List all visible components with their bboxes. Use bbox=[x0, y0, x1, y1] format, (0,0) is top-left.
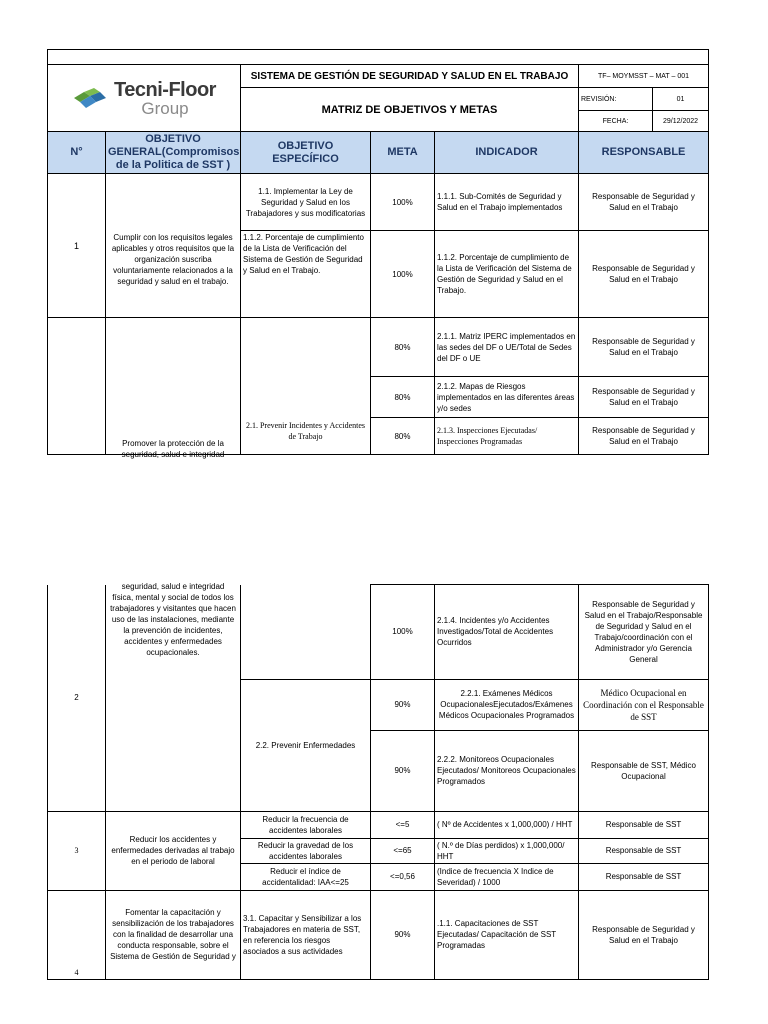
row-2-number-cell bbox=[48, 318, 106, 455]
row-2-general-objective-cont bbox=[106, 581, 241, 812]
row-3-goal-1: <=5 bbox=[371, 811, 435, 838]
row-2-general-text-cut-top: seguridad, salud e integridad bbox=[121, 581, 225, 591]
row-2-goal-6: 90% bbox=[371, 730, 435, 811]
row-3-responsible-1: Responsable de SST bbox=[579, 811, 709, 838]
row-2-general-objective-start bbox=[106, 318, 241, 459]
matrix-title: MATRIZ DE OBJETIVOS Y METAS bbox=[241, 88, 579, 132]
column-header-specific-objective: OBJETIVO ESPECÍFICO bbox=[241, 132, 371, 174]
row-1-responsible-1: Responsable de Seguridad y Salud en el Trabajo bbox=[579, 174, 709, 231]
column-header-general-objective: OBJETIVO GENERAL(Compromisos de la Politica de SST ) bbox=[106, 132, 241, 174]
row-1-responsible-2: Responsable de Seguridad y Salud en el Trabajo bbox=[579, 231, 709, 318]
row-2-indicator-1: 2.1.1. Matriz IPERC implementados en las sedes del DF o UE/Total de Sedes del DF o UE bbox=[435, 318, 579, 377]
date-value: 29/12/2022 bbox=[653, 111, 709, 132]
company-logo-cell bbox=[48, 65, 241, 132]
revision-value: 01 bbox=[653, 88, 709, 111]
company-logo bbox=[50, 66, 238, 130]
row-2-goal-4: 100% bbox=[371, 585, 435, 680]
row-2-responsible-2: Responsable de Seguridad y Salud en el Trabajo bbox=[579, 377, 709, 418]
row-2-goal-2: 80% bbox=[371, 377, 435, 418]
row-3-goal-3: <=0,56 bbox=[371, 863, 435, 890]
document-code: TF– MOYMSST – MAT – 001 bbox=[579, 65, 709, 88]
row-2-responsible-3: Responsable de Seguridad y Salud en el Trabajo bbox=[579, 418, 709, 455]
document-page-2 bbox=[47, 581, 708, 985]
tecni-floor-logo-icon bbox=[72, 86, 108, 110]
column-header-indicator: INDICADOR bbox=[435, 132, 579, 174]
row-4-general-objective: Fomentar la capacitación y sensibilización de los trabajadores con la finalidad de desarrollar una conducta responsable, sobre el Sistema de Gestión de Seguridad y bbox=[106, 890, 241, 979]
row-3-indicator-2: ( N.º de Días perdidos) x 1,000,000/ HHT bbox=[435, 838, 579, 863]
revision-label: REVISIÓN: bbox=[579, 88, 653, 111]
row-3-indicator-3: (Indice de frecuencia X Indice de Severidad) / 1000 bbox=[435, 863, 579, 890]
row-3-number: 3 bbox=[48, 811, 106, 890]
row-4-indicator-1: .1.1. Capacitaciones de SST Ejecutadas/ Capacitación de SST Programadas bbox=[435, 890, 579, 979]
row-2-responsible-6: Responsable de SST, Médico Ocupacional bbox=[579, 730, 709, 811]
row-2-indicator-5: 2.2.1. Exámenes Médicos OcupacionalesEjecutados/Exámenes Médicos Ocupacionales Programados bbox=[435, 679, 579, 730]
objectives-table-page-2 bbox=[47, 581, 709, 980]
row-3-responsible-2: Responsable de SST bbox=[579, 838, 709, 863]
objectives-table-page-1 bbox=[47, 49, 709, 459]
document-page-1 bbox=[47, 49, 708, 458]
row-2-indicator-4: 2.1.4. Incidentes y/o Accidentes Investigados/Total de Accidentes Ocurridos bbox=[435, 585, 579, 680]
row-3-general-objective: Reducir los accidentes y enfermedades derivadas al trabajo en el periodo de laboral bbox=[106, 811, 241, 890]
row-2-indicator-3: 2.1.3. Inspecciones Ejecutadas/ Inspecciones Programadas bbox=[435, 418, 579, 455]
blank-top-row bbox=[48, 50, 709, 65]
date-label: FECHA: bbox=[579, 111, 653, 132]
row-4-goal-1: 90% bbox=[371, 890, 435, 979]
row-2-goal-3: 80% bbox=[371, 418, 435, 455]
logo-name-line2: Group bbox=[141, 98, 189, 118]
row-2-general-text-cut: seguridad, salud e integridad bbox=[121, 450, 225, 459]
row-2-general-text: Promover la protección de la bbox=[122, 439, 224, 448]
row-1-indicator-2: 1.1.2. Porcentaje de cumplimiento de la Lista de Verificación del Sistema de Gestión de Seguridad y Salud en el Trabajo. bbox=[435, 231, 579, 318]
row-1-specific-1: 1.1. Implementar la Ley de Seguridad y Salud en los Trabajadores y sus modificatorias bbox=[241, 174, 371, 231]
row-1-goal-1: 100% bbox=[371, 174, 435, 231]
row-3-specific-2: Reducir la gravedad de los accidentes laborales bbox=[241, 838, 371, 863]
row-3-specific-3: Reducir el índice de accidentalidad: IAA<=25 bbox=[241, 863, 371, 890]
row-2-indicator-2: 2.1.2. Mapas de Riesgos implementados en las diferentes áreas y/o sedes bbox=[435, 377, 579, 418]
logo-name-line1: Tecni-Floor bbox=[114, 78, 216, 101]
row-1-indicator-1: 1.1.1. Sub-Comités de Seguridad y Salud en el Trabajo implementados bbox=[435, 174, 579, 231]
row-2-responsible-1: Responsable de Seguridad y Salud en el Trabajo bbox=[579, 318, 709, 377]
row-1-goal-2: 100% bbox=[371, 231, 435, 318]
row-2-indicator-6: 2.2.2. Monitoreos Ocupacionales Ejecutados/ Monitoreos Ocupacionales Programados bbox=[435, 730, 579, 811]
row-4-number: 4 bbox=[48, 890, 106, 979]
row-2-number: 2 bbox=[48, 585, 106, 812]
column-header-number: N° bbox=[48, 132, 106, 174]
row-3-goal-2: <=65 bbox=[371, 838, 435, 863]
row-2-responsible-5: Médico Ocupacional en Coordinación con el Responsable de SST bbox=[579, 679, 709, 730]
row-1-general-objective: Cumplir con los requisitos legales aplicables y otros requisitos que la organización suscriba voluntariamente relacionados a la seguridad y salud en el trabajo. bbox=[106, 174, 241, 318]
row-2-goal-5: 90% bbox=[371, 679, 435, 730]
row-1-number: 1 bbox=[48, 174, 106, 318]
row-2-specific-1: 2.1. Prevenir Incidentes y Accidentes de Trabajo bbox=[241, 318, 371, 455]
row-2-specific-cont bbox=[241, 585, 371, 680]
row-4-responsible-1: Responsable de Seguridad y Salud en el Trabajo bbox=[579, 890, 709, 979]
row-4-specific-1: 3.1. Capacitar y Sensibilizar a los Trabajadores en materia de SST, en referencia los riesgos asociados a sus actividades bbox=[241, 890, 371, 979]
system-title: SISTEMA DE GESTIÓN DE SEGURIDAD Y SALUD EN EL TRABAJO bbox=[241, 65, 579, 88]
row-1-specific-2: 1.1.2. Porcentaje de cumplimiento de la Lista de Verificación del Sistema de Gestión de Seguridad y Salud en el Trabajo. bbox=[241, 231, 371, 318]
row-2-goal-1: 80% bbox=[371, 318, 435, 377]
row-3-responsible-3: Responsable de SST bbox=[579, 863, 709, 890]
row-3-specific-1: Reducir la frecuencia de accidentes laborales bbox=[241, 811, 371, 838]
row-2-specific-2: 2.2. Prevenir Enfermedades bbox=[241, 679, 371, 811]
column-header-goal: META bbox=[371, 132, 435, 174]
row-3-indicator-1: ( Nº de Accidentes x 1,000,000) / HHT bbox=[435, 811, 579, 838]
row-2-responsible-4: Responsable de Seguridad y Salud en el Trabajo/Responsable de Seguridad y Salud en el Trabajo/coordinación con el Administrador y/o Gerencia General bbox=[579, 585, 709, 680]
row-2-general-text-cont: física, mental y social de todos los trabajadores y visitantes que hacen uso de las instalaciones, mediante la prevención de incidentes, accidentes y enfermedades ocupacionales. bbox=[110, 592, 236, 657]
column-header-responsible: RESPONSABLE bbox=[579, 132, 709, 174]
